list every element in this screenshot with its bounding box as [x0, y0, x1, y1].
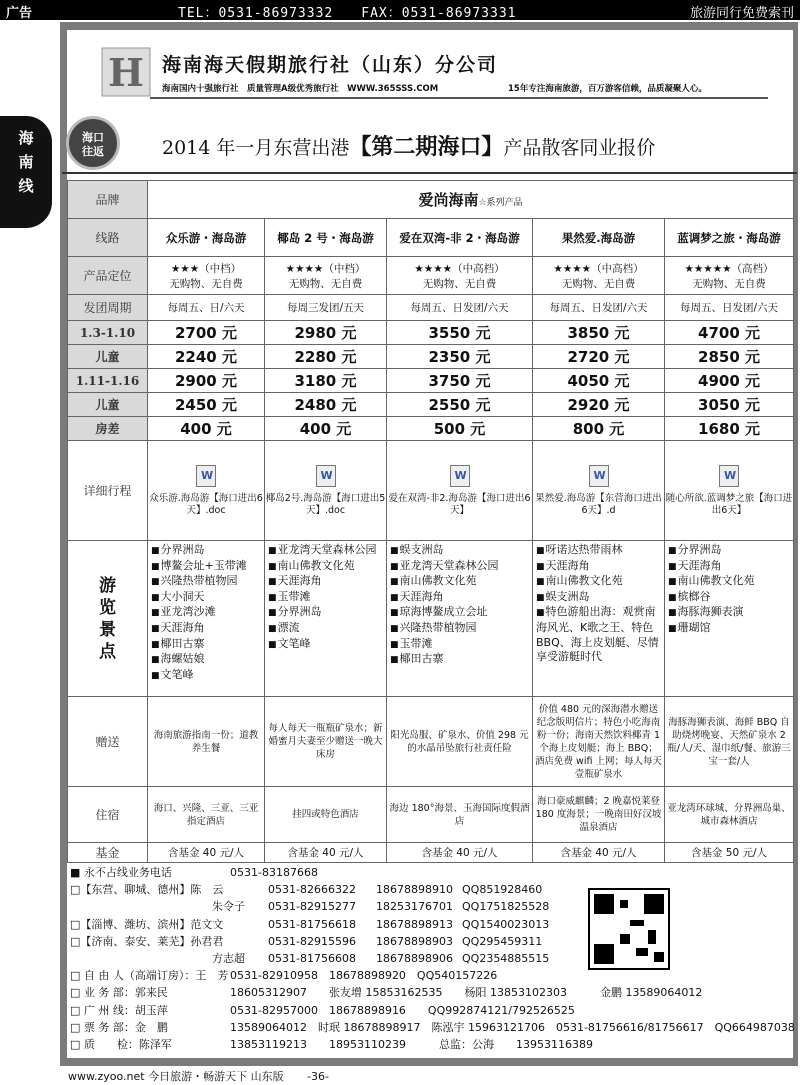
spot-item: ■ 玉带滩: [390, 637, 529, 653]
spot-item: ■ 玉带滩: [268, 590, 383, 606]
spot-item: ■ 海豚海狮表演: [668, 605, 790, 621]
spot-item: ■ 文笔峰: [268, 637, 383, 653]
product-position: ★★★★★（高档） 无购物、无自费: [665, 257, 794, 295]
single-supplement: 1680 元: [665, 417, 794, 441]
word-doc-icon[interactable]: [719, 465, 739, 487]
spots-list: [533, 541, 665, 697]
line-label: 线路: [68, 219, 148, 257]
position-label: 产品定位: [68, 257, 148, 295]
period1-label: 1.3-1.10: [68, 321, 148, 345]
spots-list: [148, 541, 265, 697]
depart-label: 发团周期: [68, 295, 148, 321]
contact-row: ■ 永不占线业务电话 0531-83187668: [70, 866, 318, 879]
spot-item: ■ 天涯海角: [390, 590, 529, 606]
spot-item: ■ 珊瑚馆: [668, 621, 790, 637]
spot-item: ■ 亚龙湾天堂森林公园: [390, 559, 529, 575]
itinerary-cell: [665, 441, 794, 541]
contact-row: □【济南、泰安、莱芜】孙君君 0531-82915596 18678898903 QQ295459311: [70, 934, 543, 948]
fund-cell: 含基金 40 元/人: [265, 843, 387, 863]
product-name: 众乐游・海岛游: [148, 219, 265, 257]
footer-site: www.zyoo.net 今日旅游・畅游天下 山东版: [68, 1070, 284, 1083]
child-price-period1: 2280 元: [265, 345, 387, 369]
contact-row: 朱令子 0531-82915277 18253176701 QQ1751825528: [212, 900, 550, 914]
depart-schedule: 每周五、日发团/六天: [665, 295, 794, 321]
single-supplement: 500 元: [387, 417, 533, 441]
fund-cell: 含基金 40 元/人: [387, 843, 533, 863]
spot-item: ■ 椰田古寨: [390, 652, 529, 668]
spot-item: ■ 蜈支洲岛: [390, 543, 529, 559]
price-table: [67, 180, 794, 863]
child-price-period2: 2550 元: [387, 393, 533, 417]
child-label: 儿童: [68, 345, 148, 369]
spot-item: ■ 亚龙湾天堂森林公园: [268, 543, 383, 559]
fund-label: 基金: [68, 843, 148, 863]
itinerary-cell: [533, 441, 665, 541]
spot-item: ■ 分界洲岛: [668, 543, 790, 559]
gift-cell: 阳光岛服、矿泉水、价值 298 元的水晶吊坠旅行社责任险: [387, 697, 533, 787]
spot-item: ■ 亚龙湾沙滩: [151, 605, 261, 621]
qr-code-icon: [588, 888, 670, 970]
spot-item: ■ 椰田古寨: [151, 637, 261, 653]
price-period2: 3180 元: [265, 369, 387, 393]
fund-cell: 含基金 40 元/人: [533, 843, 665, 863]
product-name: 果然爱.海岛游: [533, 219, 665, 257]
contact-row: 方志超 0531-81756608 18678898906 QQ2354885515: [212, 951, 550, 965]
company-subtitle: 海南国内十强旅行社 质量管理A级优秀旅行社 WWW.365SSS.COM: [162, 84, 439, 94]
spot-item: ■ 天涯海角: [268, 574, 383, 590]
product-position: ★★★★（中高档） 无购物、无自费: [387, 257, 533, 295]
product-name: 椰岛 2 号・海岛游: [265, 219, 387, 257]
spot-item: ■ 兴隆热带植物园: [390, 621, 529, 637]
single-supplement: 400 元: [148, 417, 265, 441]
depart-schedule: 每周五、日发团/六天: [533, 295, 665, 321]
spots-list: [387, 541, 533, 697]
hotel-cell: 海边 180°海景、玉海国际度假酒店: [387, 787, 533, 843]
spot-item: ■ 槟榔谷: [668, 590, 790, 606]
divider: [62, 172, 797, 174]
page-number: -36-: [307, 1070, 330, 1083]
price-period2: 3750 元: [387, 369, 533, 393]
company-slogan: 15年专注海南旅游，百万游客信赖，品质凝聚人心。: [508, 84, 707, 94]
spot-item: ■ 漂流: [268, 621, 383, 637]
word-doc-icon[interactable]: [589, 465, 609, 487]
spot-item: ■ 南山佛教文化苑: [390, 574, 529, 590]
depart-schedule: 每周五、日/六天: [148, 295, 265, 321]
single-supplement: 400 元: [265, 417, 387, 441]
itinerary-cell: [265, 441, 387, 541]
price-period1: 2980 元: [265, 321, 387, 345]
price-period2: 4900 元: [665, 369, 794, 393]
itinerary-doc-link[interactable]: 果然爱.海岛游【东营海口进出6天】.d: [535, 492, 662, 516]
child-price-period2: 2480 元: [265, 393, 387, 417]
word-doc-icon[interactable]: [450, 465, 470, 487]
spot-item: ■ 文笔峰: [151, 668, 261, 684]
gift-cell: 每人每天一瓶瓶矿泉水；新婚蜜月夫妻至少赠送一晚大床房: [265, 697, 387, 787]
spots-list: [665, 541, 794, 697]
product-position: ★★★（中档） 无购物、无自费: [148, 257, 265, 295]
product-position: ★★★★（中档） 无购物、无自费: [265, 257, 387, 295]
company-logo-icon: [100, 46, 152, 98]
itinerary-doc-link[interactable]: 椰岛2号.海岛游【海口进出5天】.doc: [265, 492, 386, 516]
spots-list: [265, 541, 387, 697]
price-period2: 4050 元: [533, 369, 665, 393]
hotel-cell: 挂四或特色酒店: [265, 787, 387, 843]
price-period2: 2900 元: [148, 369, 265, 393]
contact-row: □ 质 检：陈泽军 13853119213 18953110239 总监：公海 13953116389: [70, 1037, 593, 1051]
page-title: 2014 年一月东营出港【第二期海口】产品散客同业报价: [162, 134, 656, 160]
index-label: 旅游同行免费索刊: [689, 6, 794, 21]
ad-label: 广告: [6, 6, 33, 21]
spot-item: ■ 分界洲岛: [151, 543, 261, 559]
child-label: 儿童: [68, 393, 148, 417]
spot-item: ■ 天涯海角: [668, 559, 790, 575]
spot-item: ■ 分界洲岛: [268, 605, 383, 621]
haikou-badge: 海口 往返: [66, 116, 120, 170]
spot-item: ■ 博鳌会址+玉带滩: [151, 559, 261, 575]
child-price-period2: 3050 元: [665, 393, 794, 417]
spots-label: 游 览 景 点: [68, 541, 148, 697]
contact-row: □【东营、聊城、德州】陈 云 0531-82666322 18678898910 QQ851928460: [70, 883, 543, 897]
brand-label: 品牌: [68, 181, 148, 219]
spot-item: ■ 兴隆热带植物园: [151, 574, 261, 590]
hotel-cell: 海口豪威麒麟；2 晚嘉悦莱登 180 度海景；一晚南田好汉坡温泉酒店: [533, 787, 665, 843]
single-supplement: 800 元: [533, 417, 665, 441]
gift-label: 赠送: [68, 697, 148, 787]
product-name: 蓝调梦之旅・海岛游: [665, 219, 794, 257]
price-period1: 2700 元: [148, 321, 265, 345]
spot-item: ■ 天涯海角: [151, 621, 261, 637]
child-price-period2: 2920 元: [533, 393, 665, 417]
contact-row: □ 票 务 部：金 鹏 13589064012 时珉 18678898917 陈泓宇 15963121706 0531-81756616/81756617 QQ664987038: [70, 1020, 795, 1034]
brand-name: 爱尚海南☆系列产品: [148, 181, 794, 219]
depart-schedule: 每周三发团/五天: [265, 295, 387, 321]
spot-item: ■ 南山佛教文化苑: [536, 574, 661, 590]
child-price-period2: 2450 元: [148, 393, 265, 417]
gift-cell: 海南旅游指南一份；道教养生餐: [148, 697, 265, 787]
itinerary-cell: [148, 441, 265, 541]
divider: [150, 97, 768, 99]
spot-item: ■ 琼海博鳌成立会址: [390, 605, 529, 621]
product-position: ★★★★（中高档） 无购物、无自费: [533, 257, 665, 295]
itinerary-doc-link[interactable]: 爱在双湾-非2.海岛游【海口进出6天】: [388, 492, 531, 516]
price-period1: 3850 元: [533, 321, 665, 345]
contact-row: □ 业 务 部：郭来民 18605312907 张友增 15853162535 杨阳 13853102303 金鹏 13589064012: [70, 986, 703, 1000]
hotel-cell: 海口、兴隆、三亚、三亚 指定酒店: [148, 787, 265, 843]
spot-item: ■ 特色游船出海：观赏南海风光、K歌之王、特色 BBQ、海上皮划艇、尽情享受游艇时代: [536, 605, 661, 664]
word-doc-icon[interactable]: [196, 465, 216, 487]
spot-item: ■ 天涯海角: [536, 559, 661, 575]
contact-list: [70, 864, 800, 1053]
period2-label: 1.11-1.16: [68, 369, 148, 393]
single-label: 房差: [68, 417, 148, 441]
spot-item: ■ 呀诺达热带雨林: [536, 543, 661, 559]
fund-cell: 含基金 50 元/人: [665, 843, 794, 863]
detail-label: 详细行程: [68, 441, 148, 541]
itinerary-cell: [387, 441, 533, 541]
depart-schedule: 每周五、日发团/六天: [387, 295, 533, 321]
contact-row: □ 自 由 人（高端订房）：王 芳 0531-82910958 18678898920 QQ540157226: [70, 969, 498, 983]
company-name: 海南海天假期旅行社（山东）分公司: [162, 54, 499, 76]
child-price-period1: 2850 元: [665, 345, 794, 369]
spot-item: ■ 南山佛教文化苑: [268, 559, 383, 575]
spot-item: ■ 南山佛教文化苑: [668, 574, 790, 590]
word-doc-icon[interactable]: [316, 465, 336, 487]
contact-row: □ 广 州 线：胡玉萍 0531-82957000 18678898916 QQ992874121/792526525: [70, 1003, 575, 1017]
contact-row: □【淄博、潍坊、滨州】范文文 0531-81756618 18678898913 QQ1540023013: [70, 917, 550, 931]
footer: [68, 1068, 349, 1084]
gift-cell: 价值 480 元的深海潜水赠送纪念版明信片；特色小吃海南粉一份；海南天然饮料椰青 1 个海上皮划艇；海上 BBQ；酒店免费 wifi 上网；每人每天壹瓶矿泉水: [533, 697, 665, 787]
spot-item: ■ 蜈支洲岛: [536, 590, 661, 606]
svg-text:H: H: [108, 50, 144, 95]
gift-cell: 海豚海狮表演、海鲜 BBQ 自助烧烤晚宴、天然矿泉水 2 瓶/人/天、湿巾纸/餐、旅游三宝一套/人: [665, 697, 794, 787]
child-price-period1: 2240 元: [148, 345, 265, 369]
price-period1: 4700 元: [665, 321, 794, 345]
fund-cell: 含基金 40 元/人: [148, 843, 265, 863]
itinerary-doc-link[interactable]: 众乐游.海岛游【海口进出6天】.doc: [149, 492, 263, 516]
child-price-period1: 2350 元: [387, 345, 533, 369]
spot-item: ■ 海螺姑娘: [151, 652, 261, 668]
hotel-label: 住宿: [68, 787, 148, 843]
hotel-cell: 亚龙湾环球城、分界洲岛巢、城市森林酒店: [665, 787, 794, 843]
itinerary-doc-link[interactable]: 随心所欲.蓝调梦之旅【海口进出6天】: [665, 492, 793, 516]
section-tab: 海 南 线: [0, 116, 52, 228]
child-price-period1: 2720 元: [533, 345, 665, 369]
spot-item: ■ 大小洞天: [151, 590, 261, 606]
top-banner: [0, 0, 800, 20]
phone-fax: TEL：0531-86973332 FAX：0531-86973331: [178, 6, 517, 21]
product-name: 爱在双湾-非 2・海岛游: [387, 219, 533, 257]
price-period1: 3550 元: [387, 321, 533, 345]
